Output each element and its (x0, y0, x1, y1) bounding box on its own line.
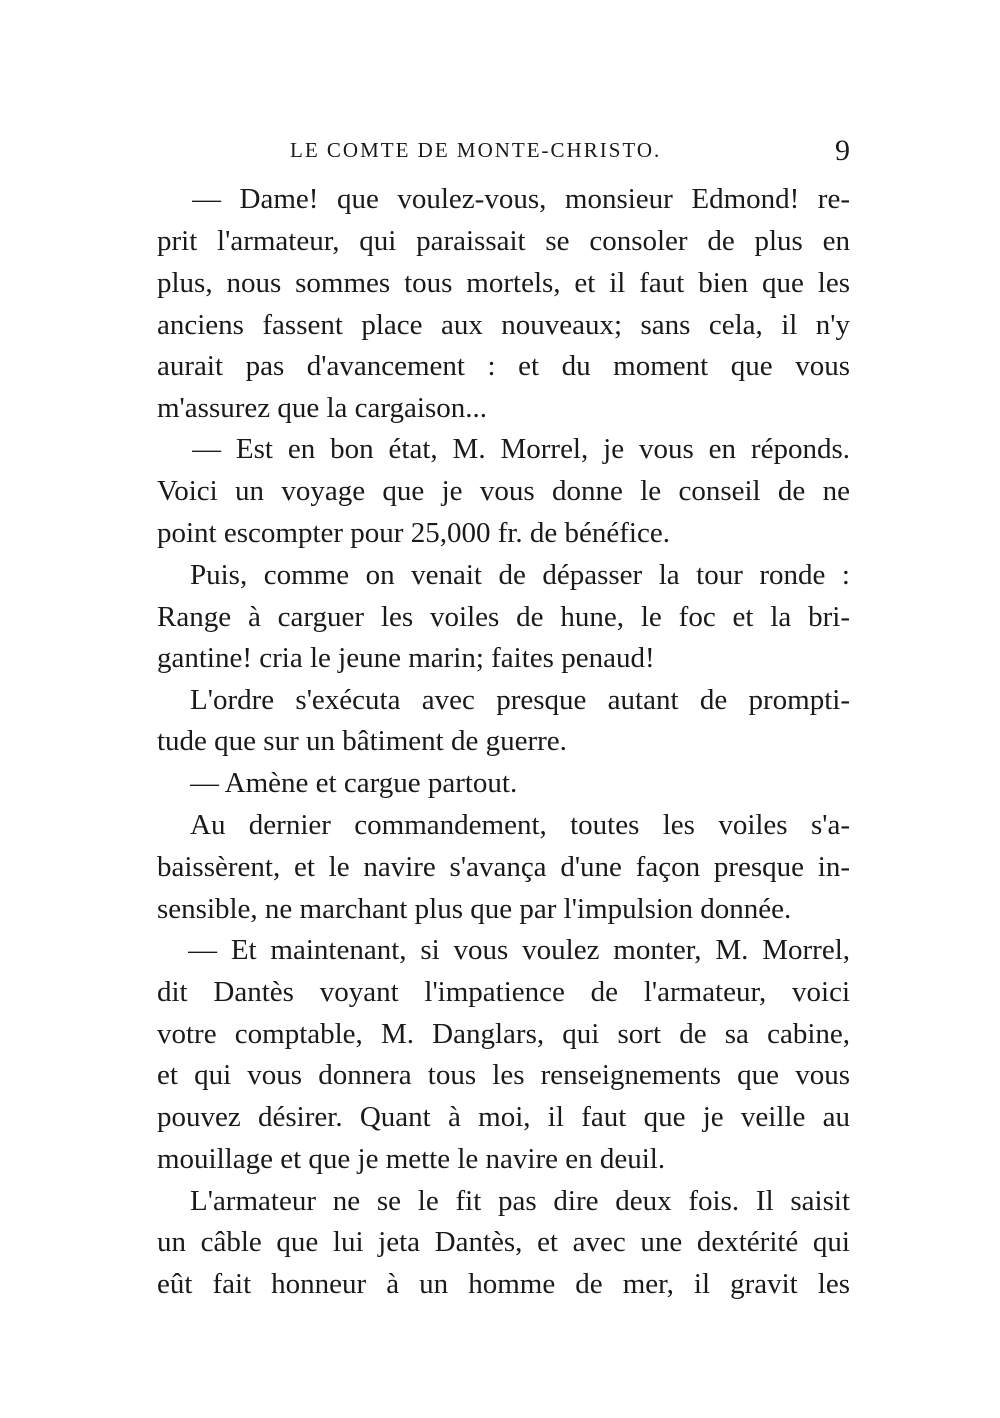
text-line: pouvez désirer. Quant à moi, il faut que je veille au (157, 1101, 850, 1133)
text-line: plus, nous sommes tous mortels, et il faut bien que les (157, 267, 850, 299)
text-line: votre comptable, M. Danglars, qui sort de sa cabine, (157, 1018, 850, 1050)
text-line: et qui vous donnera tous les renseignements que vous (157, 1059, 850, 1091)
text-line: — Est en bon état, M. Morrel, je vous en réponds. (192, 433, 850, 465)
text-line: mouillage et que je mette le navire en deuil. (157, 1143, 666, 1175)
text-line: — Dame! que voulez-vous, monsieur Edmond! re- (192, 183, 850, 215)
text-line: L'ordre s'exécuta avec presque autant de prompti- (190, 684, 850, 716)
text-line: L'armateur ne se le fit pas dire deux fois. Il saisit (190, 1185, 850, 1217)
text-line: Puis, comme on venait de dépasser la tour ronde : (190, 559, 850, 591)
text-line: un câble que lui jeta Dantès, et avec une dextérité qui (157, 1226, 850, 1258)
text-line: m'assurez que la cargaison... (157, 392, 488, 424)
text-line: Au dernier commandement, toutes les voiles s'a- (190, 809, 850, 841)
text-line: anciens fassent place aux nouveaux; sans cela, il n'y (157, 309, 850, 341)
text-line: tude que sur un bâtiment de guerre. (157, 725, 567, 757)
text-line: Range à carguer les voiles de hune, le foc et la bri- (157, 601, 850, 633)
text-line: sensible, ne marchant plus que par l'impulsion donnée. (157, 893, 792, 925)
text-line: eût fait honneur à un homme de mer, il gravit les (157, 1268, 850, 1300)
text-line: gantine! cria le jeune marin; faites penaud! (157, 642, 655, 674)
text-line: point escompter pour 25,000 fr. de bénéfice. (157, 517, 670, 549)
text-line: — Et maintenant, si vous voulez monter, M. Morrel, (188, 934, 850, 966)
text-line: baissèrent, et le navire s'avança d'une façon presque in- (157, 851, 850, 883)
page-header (160, 134, 850, 168)
text-line: prit l'armateur, qui paraissait se consoler de plus en (157, 225, 850, 257)
page-number: 9 (835, 134, 850, 167)
text-line: dit Dantès voyant l'impatience de l'armateur, voici (157, 976, 850, 1008)
text-line: aurait pas d'avancement : et du moment que vous (157, 350, 850, 382)
text-line: Voici un voyage que je vous donne le conseil de ne (157, 475, 850, 507)
text-line: — Amène et cargue partout. (190, 767, 518, 799)
running-title: LE COMTE DE MONTE-CHRISTO. (290, 138, 662, 162)
